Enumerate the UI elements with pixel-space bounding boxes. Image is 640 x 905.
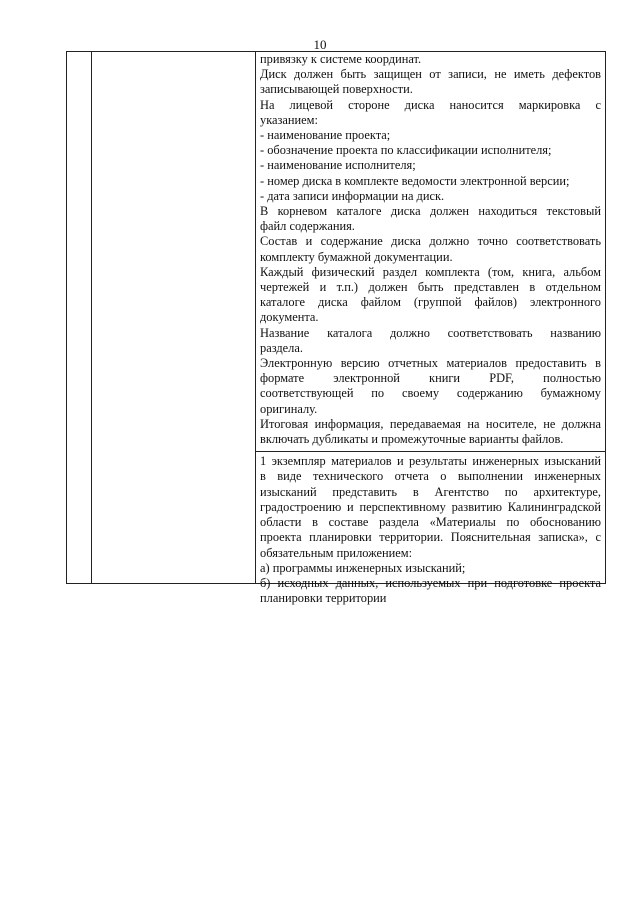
- text-line: указанием:: [260, 112, 318, 127]
- text-line: Итоговая информация, передаваемая на носителе, не должна: [260, 416, 601, 431]
- survey-materials-paragraphs: [255, 451, 606, 606]
- text-line: комплекту бумажной документации.: [260, 249, 453, 264]
- text-line: Каждый физический раздел комплекта (том, книга, альбом: [260, 264, 601, 279]
- text-line: обязательным приложением:: [260, 545, 413, 560]
- disk-requirements-paragraphs: [260, 52, 601, 447]
- requirements-table: [66, 51, 606, 606]
- text-line: привязку к системе координат.: [260, 52, 422, 66]
- text-line: На лицевой стороне диска наносится маркировка с: [260, 97, 601, 112]
- text-line: Название каталога должно соответствовать названию: [260, 325, 601, 340]
- text-line: файл содержания.: [260, 219, 355, 234]
- text-line: соответствующей по своему содержанию бумажному: [260, 386, 601, 401]
- text-line: оригиналу.: [260, 401, 318, 416]
- text-line: записывающей поверхности.: [260, 82, 413, 97]
- text-line: а) программы инженерных изысканий;: [260, 560, 466, 575]
- page-number: 10: [313, 37, 327, 52]
- text-line: документа.: [260, 310, 319, 325]
- text-line: - наименование исполнителя;: [260, 158, 416, 173]
- text-line: проекта планировки территории. Пояснительная записка», с: [260, 530, 601, 545]
- text-line: Состав и содержание диска должно точно соответствовать: [260, 234, 601, 249]
- text-line: - обозначение проекта по классификации исполнителя;: [260, 143, 552, 158]
- text-line: - номер диска в комплекте ведомости электронной версии;: [260, 173, 570, 188]
- text-line: В корневом каталоге диска должен находиться текстовый: [260, 204, 601, 219]
- text-line: раздела.: [260, 340, 303, 355]
- text-line: - дата записи информации на диск.: [260, 188, 445, 203]
- text-line: изысканий представить в Агентство по архитектуре,: [260, 484, 601, 499]
- text-line: Диск должен быть защищен от записи, не иметь дефектов: [260, 67, 601, 82]
- text-line: б) исходных данных, используемых при подготовке проекта: [260, 575, 601, 590]
- text-line: 1 экземпляр материалов и результаты инженерных изысканий: [260, 454, 601, 469]
- text-line: - наименование проекта;: [260, 128, 391, 143]
- text-line: в виде технического отчета о выполнении инженерных: [260, 469, 601, 484]
- text-line: включать дубликаты и промежуточные варианты файлов.: [260, 432, 564, 447]
- text-line: планировки территории: [260, 591, 387, 606]
- text-line: формате электронной книги PDF, полностью: [260, 371, 601, 386]
- text-line: градостроению и перспективному развитию Калининградской: [260, 499, 601, 514]
- text-line: Электронную версию отчетных материалов предоставить в: [260, 356, 601, 371]
- text-line: чертежей и т.п.) должен быть представлен в отдельном: [260, 280, 601, 295]
- column-divider-1: [91, 52, 92, 583]
- text-line: каталоге диска файлом (группой файлов) электронного: [260, 295, 601, 310]
- requirements-cell: [260, 52, 601, 606]
- text-line: области в составе раздела «Материалы по обоснованию: [260, 515, 601, 530]
